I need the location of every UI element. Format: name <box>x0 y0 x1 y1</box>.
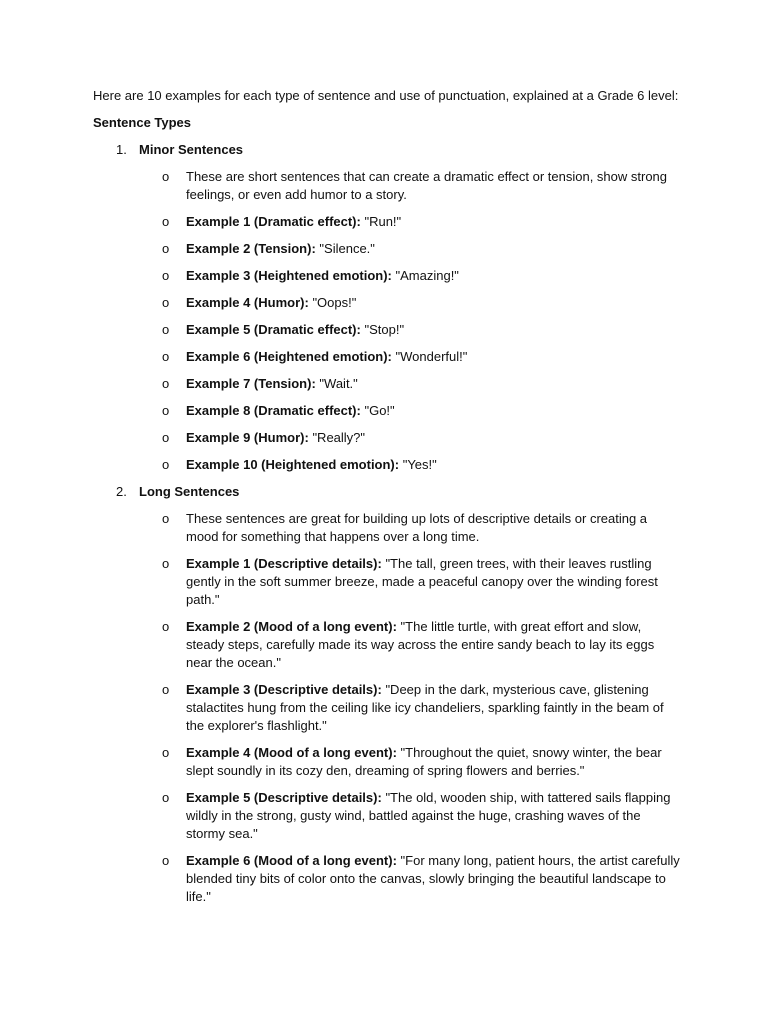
sublist-item <box>93 375 683 393</box>
sublist-item <box>93 168 683 204</box>
bullet-icon: o <box>162 268 170 283</box>
example-label: Example 5 (Descriptive details): <box>186 790 382 805</box>
example-label: Example 1 (Dramatic effect): <box>186 214 361 229</box>
sublist-item <box>93 348 683 366</box>
sublist-item <box>93 267 683 285</box>
example-text: "Amazing!" <box>395 268 459 283</box>
sublist-item <box>93 429 683 447</box>
sublist-item <box>93 240 683 258</box>
example-text: "For many long, patient hours, the artist carefully blended tiny bits of color onto the canvas, slowly bringing the beautiful landscape to life." <box>186 853 680 904</box>
sublist-item <box>93 510 683 546</box>
bullet-icon: o <box>162 295 170 310</box>
example-label: Example 2 (Tension): <box>186 241 316 256</box>
example-label: Example 9 (Humor): <box>186 430 309 445</box>
list-item-title: Long Sentences <box>139 484 240 499</box>
bullet-icon: o <box>162 430 170 445</box>
example-label: Example 3 (Descriptive details): <box>186 682 382 697</box>
bullet-icon: o <box>162 853 170 868</box>
list-item <box>93 483 683 501</box>
example-label: Example 2 (Mood of a long event): <box>186 619 397 634</box>
list-number: 1. <box>116 142 127 157</box>
bullet-icon: o <box>162 214 170 229</box>
sublist-item <box>93 321 683 339</box>
list-item <box>93 141 683 159</box>
example-text: "Go!" <box>364 403 395 418</box>
section-heading: Sentence Types <box>93 115 192 130</box>
example-text: "Wonderful!" <box>395 349 468 364</box>
example-text: "Really?" <box>312 430 366 445</box>
example-text: These sentences are great for building up lots of descriptive details or creating a mood for something that happens over a long time. <box>186 511 648 544</box>
bullet-icon: o <box>162 376 170 391</box>
list-number: 2. <box>116 484 127 499</box>
sublist-item <box>93 213 683 231</box>
bullet-icon: o <box>162 619 170 634</box>
sublist-item <box>93 618 683 672</box>
example-text: "The tall, green trees, with their leaves rustling gently in the soft summer breeze, made a peaceful canopy over the winding forest path." <box>186 556 658 607</box>
document-page <box>93 87 683 906</box>
example-text: "Oops!" <box>312 295 357 310</box>
sublist-item <box>93 789 683 843</box>
example-label: Example 6 (Heightened emotion): <box>186 349 392 364</box>
example-label: Example 5 (Dramatic effect): <box>186 322 361 337</box>
example-text: "Silence." <box>319 241 375 256</box>
example-label: Example 10 (Heightened emotion): <box>186 457 400 472</box>
sublist-item <box>93 402 683 420</box>
example-label: Example 1 (Descriptive details): <box>186 556 382 571</box>
example-label: Example 4 (Mood of a long event): <box>186 745 397 760</box>
list-item-title: Minor Sentences <box>139 142 244 157</box>
sentence-type-list <box>93 141 683 906</box>
example-text: "Deep in the dark, mysterious cave, glistening stalactites hung from the ceiling like icy chandeliers, sparkling faintly in the beam of the explorer's flashlight." <box>186 682 664 733</box>
example-text: "Throughout the quiet, snowy winter, the bear slept soundly in its cozy den, dreaming of spring flowers and berries." <box>186 745 662 778</box>
example-text: "The little turtle, with great effort and slow, steady steps, carefully made its way across the entire sandy beach to lay its eggs near the ocean." <box>186 619 655 670</box>
sublist-item <box>93 744 683 780</box>
example-text: "Run!" <box>364 214 402 229</box>
bullet-icon: o <box>162 745 170 760</box>
example-label: Example 4 (Humor): <box>186 295 309 310</box>
example-text: "The old, wooden ship, with tattered sails flapping wildly in the strong, gusty wind, battled against the huge, crashing waves of the stormy sea." <box>186 790 671 841</box>
example-label: Example 7 (Tension): <box>186 376 316 391</box>
sublist-item <box>93 681 683 735</box>
sublist <box>93 510 683 906</box>
example-label: Example 6 (Mood of a long event): <box>186 853 397 868</box>
bullet-icon: o <box>162 457 170 472</box>
example-text: "Wait." <box>319 376 358 391</box>
bullet-icon: o <box>162 790 170 805</box>
sublist-item <box>93 852 683 906</box>
bullet-icon: o <box>162 511 170 526</box>
bullet-icon: o <box>162 169 170 184</box>
example-text: These are short sentences that can create a dramatic effect or tension, show strong feelings, or even add humor to a story. <box>186 169 668 202</box>
sublist-item <box>93 294 683 312</box>
bullet-icon: o <box>162 241 170 256</box>
sublist-item <box>93 555 683 609</box>
example-label: Example 3 (Heightened emotion): <box>186 268 392 283</box>
example-text: "Stop!" <box>364 322 405 337</box>
sublist-item <box>93 456 683 474</box>
bullet-icon: o <box>162 556 170 571</box>
bullet-icon: o <box>162 403 170 418</box>
sublist <box>93 168 683 474</box>
bullet-icon: o <box>162 682 170 697</box>
bullet-icon: o <box>162 322 170 337</box>
intro-paragraph: Here are 10 examples for each type of sentence and use of punctuation, explained at a Grade 6 level: <box>93 88 679 103</box>
example-label: Example 8 (Dramatic effect): <box>186 403 361 418</box>
example-text: "Yes!" <box>402 457 437 472</box>
bullet-icon: o <box>162 349 170 364</box>
